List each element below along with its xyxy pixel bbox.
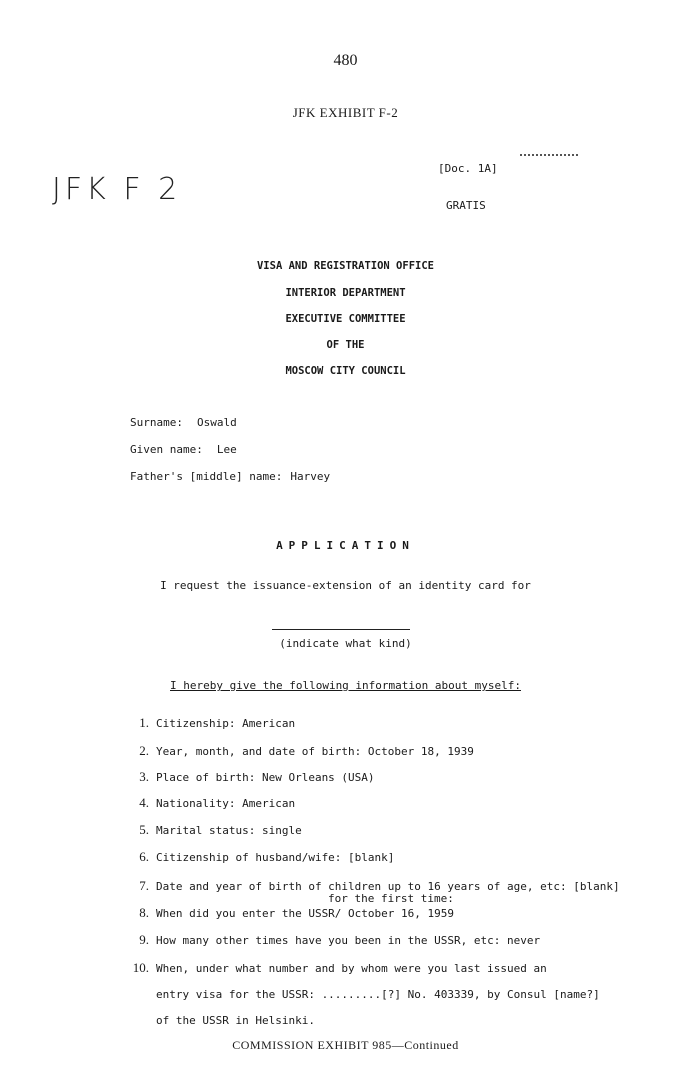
list-item	[115, 932, 540, 948]
indicate-kind-label: (indicate what kind)	[279, 637, 412, 650]
item-text: How many other times have you been in the USSR, etc: never	[156, 934, 541, 947]
surname-value: Oswald	[196, 416, 237, 429]
item-continuation: of the USSR in Helsinki.	[156, 1014, 315, 1027]
info-heading: I hereby give the following information about myself:	[170, 679, 521, 692]
office-heading-line: VISA AND REGISTRATION OFFICE	[256, 260, 434, 272]
list-item	[115, 769, 375, 785]
item-number: 2.	[139, 743, 149, 758]
father-name-value: Harvey	[290, 470, 331, 483]
item-text: When, under what number and by whom were you last issued an	[156, 962, 547, 975]
office-heading-line: INTERIOR DEPARTMENT	[285, 287, 406, 299]
surname-row	[130, 416, 237, 429]
item-continuation: entry visa for the USSR: .........[?] No. 403339, by Consul [name?]	[156, 988, 600, 1001]
office-heading-line: OF THE	[326, 339, 365, 351]
father-name-row	[130, 470, 330, 483]
item-number: 5.	[139, 822, 149, 837]
item-number: 7.	[139, 878, 149, 893]
office-heading-line: EXECUTIVE COMMITTEE	[285, 313, 406, 325]
list-item	[115, 960, 547, 976]
pen-stroke-mark	[520, 154, 578, 158]
list-item	[115, 715, 295, 731]
list-item	[115, 849, 394, 865]
given-name-label: Given name:	[130, 443, 203, 456]
item-text: When did you enter the USSR/ October 16, 1959	[156, 907, 455, 920]
item-number: 3.	[139, 769, 149, 784]
page-number: 480	[333, 52, 358, 69]
office-heading-line: MOSCOW CITY COUNCIL	[285, 365, 406, 377]
item-insertion-note: for the first time:	[328, 892, 454, 905]
gratis-label: GRATIS	[446, 199, 486, 212]
given-name-row	[130, 443, 237, 456]
list-item	[115, 905, 454, 921]
father-name-label: Father's [middle] name:	[130, 470, 283, 483]
blank-fill-line	[272, 629, 410, 630]
page-footer: COMMISSION EXHIBIT 985—Continued	[232, 1038, 459, 1052]
item-number: 1.	[139, 715, 149, 730]
item-number: 8.	[139, 905, 149, 920]
item-text: Date and year of birth of children up to 16 years of age, etc: [blank]	[156, 880, 620, 893]
surname-label: Surname:	[130, 416, 183, 429]
list-item	[115, 743, 474, 759]
list-item	[115, 795, 295, 811]
item-number: 9.	[139, 932, 149, 947]
item-number: 6.	[139, 849, 149, 864]
application-title: APPLICATION	[276, 539, 415, 552]
request-line: I request the issuance-extension of an identity card for	[160, 579, 531, 592]
item-text: Citizenship: American	[156, 717, 296, 730]
given-name-value: Lee	[216, 443, 237, 456]
doc-label: [Doc. 1A]	[438, 162, 498, 175]
item-text: Citizenship of husband/wife: [blank]	[156, 851, 395, 864]
item-number: 10.	[132, 960, 149, 975]
item-text: Year, month, and date of birth: October 18, 1939	[156, 745, 474, 758]
item-number: 4.	[139, 795, 149, 810]
list-item	[115, 822, 302, 838]
item-text: Marital status: single	[156, 824, 302, 837]
handwritten-exhibit-mark: JFK F 2	[52, 172, 182, 207]
item-text: Nationality: American	[156, 797, 296, 810]
exhibit-header: JFK EXHIBIT F-2	[292, 105, 399, 120]
item-text: Place of birth: New Orleans (USA)	[156, 771, 375, 784]
